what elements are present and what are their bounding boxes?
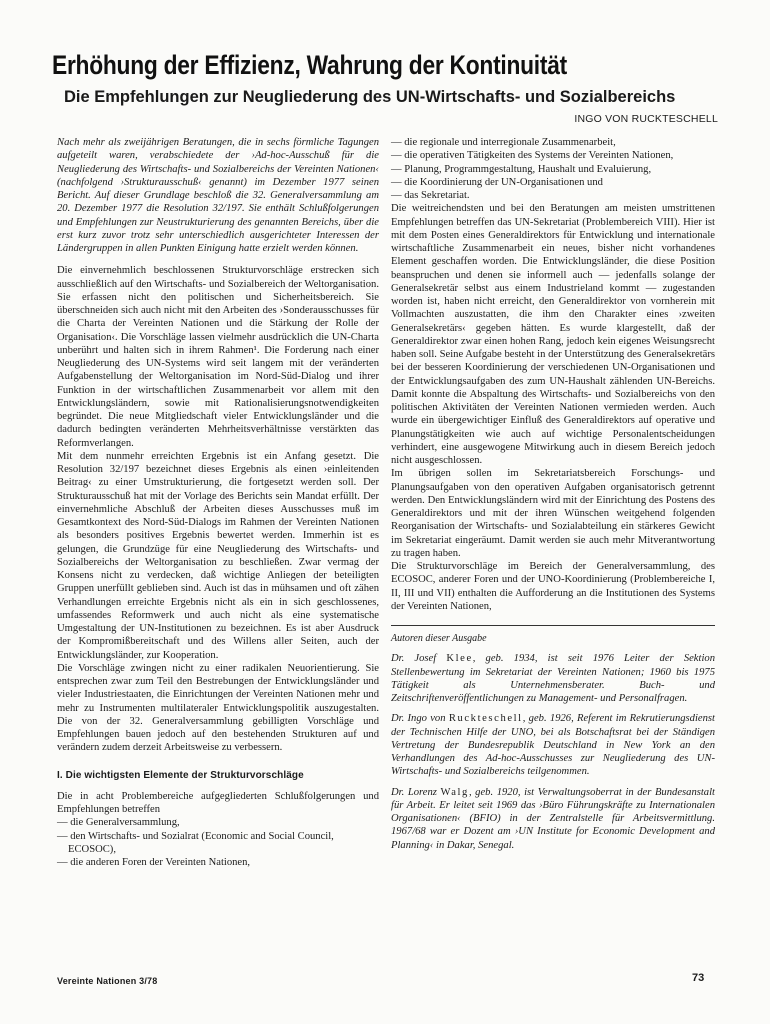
list-item: — die Koordinierung der UN-Organisationen und [391,176,715,189]
bio-prefix: Dr. Lorenz [391,786,441,798]
left-column [57,136,379,869]
list-item: — Planung, Programmgestaltung, Haushalt und Evaluierung, [391,163,715,176]
bio-name: Ruckteschell [448,713,523,725]
article-author: INGO VON RUCKTESCHELL [574,113,718,125]
body-paragraph: Die einvernehmlich beschlossenen Strukturvorschläge erstrecken sich ausschließlich auf den Wirtschafts- und Sozialbereich der Weltorganisation. Sie erfassen nicht den politischen und Sicherheitsbereich. Sie überschneiden sich auch nicht mit den Arbeiten des ›Sonderausschusses für die Charta der Vereinten Nationen und die Stärkung der Rolle der Organisation‹. Die Vorschläge lassen vielmehr ausdrücklich die UN-Charta unberührt und halten sich in ihrem Rahmen¹. Die Forderung nach einer Neugliederung des UN-Systems wird seit langem mit der veränderten Aufgabenstellung der Weltorganisation im Nord-Süd-Dialog und ihrer Funktion in der wirtschaftlichen Zusammenarbeit vor allem mit den Entwicklungsländern, sowie mit Rationalisierungsnotwendigkeiten begründet. Die neue Mitgliedschaft vieler Entwicklungsländer und die dadurch bedingten veränderten Mehrheitsverhältnisse verstärkten das Reformverlangen. [57,265,379,449]
list-item: — die regionale und interregionale Zusammenarbeit, [391,136,715,149]
body-paragraph: Die Strukturvorschläge im Bereich der Generalversammlung, des ECOSOC, anderer Foren und der UNO-Koordinierung (Problembereiche I, II, III und VII) enthalten die Aufforderung an die Institutionen des Systems der Vereinten Nationen, [391,561,715,612]
intro-paragraph: Nach mehr als zweijährigen Beratungen, die in sechs förmliche Tagungen aufgeteilt waren, verabschiedete der ›Ad-hoc-Ausschuß für die Neugliederung des Wirtschafts- und Sozialbereichs der Vereinten Nationen‹ (nachfolgend ›Strukturausschuß‹ genannt) im Dezember 1977 seinen Bericht. Auf dieser Grundlage beschloß die 32. Generalversammlung am 20. Dezember 1977 die Resolution 32/197. Sie enthält Schlußfolgerungen und Empfehlungen zur Neustrukturierung des genannten Bereichs, über die erst kurz zuvor trotz sehr unterschiedlich ausgerichteter Interessen der Ländergruppen in allen Punkten Einigung hatte erzielt werden können. [57,137,379,254]
bio-text: , geb. 1920, ist Verwaltungsoberrat in der Bundesanstalt für Arbeit. Er leitet seit 1969 das ›Büro Führungskräfte zu Internationalen Organisationen‹ (BFIO) in der Zentralstelle für Arbeitsvermittlung. 1967/68 war er Dozent am ›UN Institute for Economic Development and Planning‹ in Dakar, Senegal. [391,786,715,851]
bio-text: , geb. 1934, ist seit 1976 Leiter der Sektion Stellenbewertung im Sekretariat der Vereinten Nationen; 1960 bis 1975 Tätigkeit als Unternehmensberater. Buch- und Zeitschriftenveröffentlichungen zu Management- und Personalfragen. [391,653,715,704]
article-headline: Erhöhung der Effizienz, Wahrung der Kontinuität [52,50,567,80]
bio-name: Klee [446,653,473,665]
list-item: — den Wirtschafts- und Sozialrat (Economic and Social Council, ECOSOC), [57,830,379,857]
section-intro: Die in acht Problembereiche aufgegliederten Schlußfolgerungen und Empfehlungen betreffen [57,790,379,815]
authors-box-title: Autoren dieser Ausgabe [391,633,487,644]
authors-box-divider [391,625,715,626]
list-item: — die anderen Foren der Vereinten Nationen, [57,856,379,869]
author-bio [391,712,715,778]
bio-name: Walg [440,786,469,798]
author-bio [391,786,715,852]
list-item: — die operativen Tätigkeiten des Systems der Vereinten Nationen, [391,149,715,162]
bio-prefix: Dr. Ingo von [391,713,449,725]
author-bio [391,652,715,705]
right-column [391,136,715,859]
body-paragraph: Im übrigen sollen im Sekretariatsbereich Forschungs- und Planungsaufgaben von den operativen Aufgaben organisatorisch getrennt werden. Den Entwicklungsländern wird mit der Einrichtung des Postens des Generaldirektors und mit der ihren Wünschen weitgehend folgenden Reorganisation der Wirtschafts- und Sozialabteilung ein stärkeres Gewicht im Sekretariat eingeräumt. Damit werden sie auch mehr Mitverantwortung zu tragen haben. [391,468,715,559]
body-paragraph: Mit dem nunmehr erreichten Ergebnis ist ein Anfang gesetzt. Die Resolution 32/197 bezeichnet dieses Ergebnis als einen ›einleitenden Beitrag‹ zu einer Umstrukturierung, die fortgesetzt werden soll. Der Strukturausschuß hat mit der Vorlage des Berichts sein Mandat erfüllt. Der einvernehmliche Abschluß der Arbeiten dieses Ausschusses muß im Gesamtkontext des Nord-Süd-Dialogs im Rahmen der Vereinten Nationen als besonders positives Ergebnis bewertet werden. Immerhin ist es gelungen, die Grundzüge für eine Neugliederung des Wirtschafts- und Sozialbereichs der Weltorganisation zu beschließen. Zwar vermag der Konsens nicht zu verdecken, daß wichtige Anliegen der beteiligten Gruppen unerfüllt geblieben sind. Auch ist das in mühsamen und oft zähen Verhandlungen erreichte Ergebnis nicht als ein in sich geschlossenes, umfassendes Reformwerk und auch nicht als eine systematische Umgestaltung der UN-Institutionen zu bezeichnen. Es ist aber Ausdruck der Kompromißbereitschaft und des Willens aller Seiten, auch der Entwicklungsländer, zur Kooperation. [57,450,379,661]
body-paragraph: Die weitreichendsten und bei den Beratungen am meisten umstrittenen Empfehlungen betreffen das UN-Sekretariat (Problembereich VIII). Hier ist mit dem Posten eines Generaldirektors für Entwicklung und internationale wirtschaftliche Zusammenarbeit ein neues, bisher nicht vorhandenes Element geschaffen worden. Die Entwicklungsländer, die diese Position beanspruchen und denen sie informell auch — jedenfalls solange der Generalsekretär selbst aus einem Industrieland kommt — zugestanden worden ist, haben nicht erreicht, den Generaldirektor von vornherein mit Vollmachten auszustatten, die ihm den Charakter eines ›zweiten Generalsekretärs‹ gegeben hätten. Es wurde klargestellt, daß der Generaldirektor zwar einen hohen Rang, jedoch kein eigenes Weisungsrecht haben soll. Seine Aufgabe besteht in der Unterstützung des Generalsekretärs bei der besseren Koordinierung der verschiedenen UN-Organisationen und der Entwicklungsaufgaben des zum UN-Haushalt zählenden UN-Bereichs. Damit konnte die Abspaltung des Wirtschafts- und Sozialbereichs von den politischen Aktivitäten der Vereinten Nationen vermieden werden. Auch wurde ein übergewichtiger Einfluß des Generaldirektors auf operative und Planungstätigkeiten wie auch auf wichtige Personalentscheidungen verhindert, eine ausgewogene Mitwirkung auch in diesem Bereich jedoch nicht ausgeschlossen. [391,203,715,466]
bio-text: , geb. 1926, Referent im Rekrutierungsdienst der Technischen Hilfe der UNO, bei als Botschaftsrat bei der Ständigen Vertretung der Bundesrepublik Deutschland in New York an den Verhandlungen des Ad-hoc-Ausschusses zur Neugliederung des UN-Wirtschafts- und Sozialbereichs teilgenommen. [391,713,715,778]
body-paragraph: Die Vorschläge zwingen nicht zu einer radikalen Neuorientierung. Sie entsprechen zwar zum Teil den Bestrebungen der Entwicklungsländer und vieler Industriestaaten, die Einrichtungen der Vereinten Nationen mehr und mehr zu Instrumenten multilateraler Entwicklungspolitik auszugestalten. Die von der 32. Generalversammlung gebilligten Vorschläge und Empfehlungen bauen jedoch auf den bestehenden Strukturen auf und verändern zudem derzeit Arbeitsweise zu verbessern. [57,662,379,754]
article-subheadline: Die Empfehlungen zur Neugliederung des UN-Wirtschafts- und Sozialbereichs [64,88,676,106]
problem-area-list-continued [391,136,715,202]
list-item: — das Sekretariat. [391,189,715,202]
bio-prefix: Dr. Josef [391,653,447,665]
page-number: 73 [692,972,705,984]
journal-issue: Vereinte Nationen 3/78 [57,976,158,986]
problem-area-list [57,816,379,869]
section-heading: I. Die wichtigsten Elemente der Strukturvorschläge [57,769,304,781]
list-item: — die Generalversammlung, [57,816,379,829]
